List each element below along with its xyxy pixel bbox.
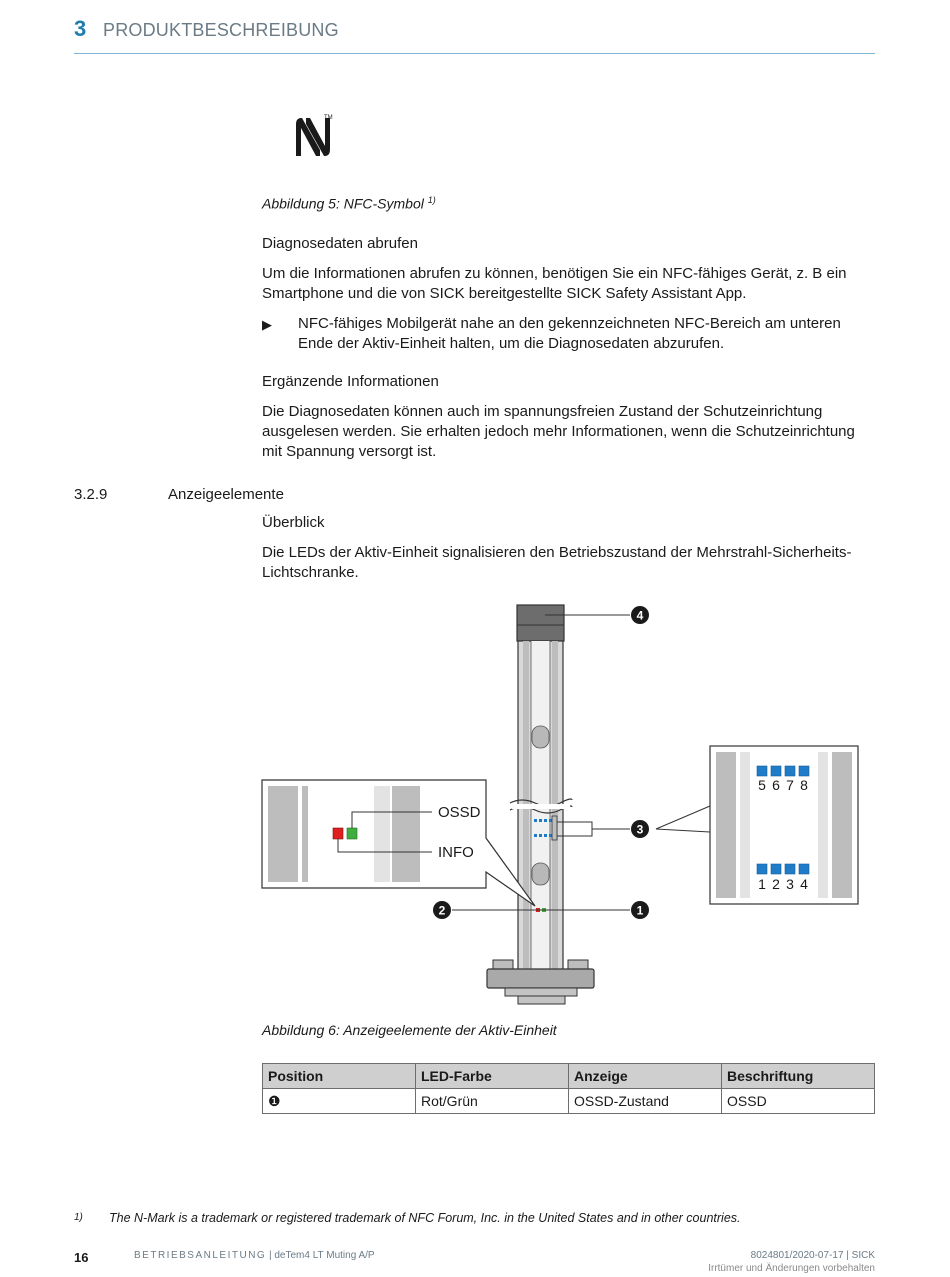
table-cell-beschriftung: OSSD [722, 1089, 875, 1114]
diagnose-heading: Diagnosedaten abrufen [262, 235, 418, 252]
section-title: Anzeigeelemente [168, 486, 284, 503]
led-number-2: 2 [772, 876, 780, 892]
led-number-1: 1 [758, 876, 766, 892]
footer-doc-id: 8024801/2020-07-17 | SICK [750, 1250, 875, 1261]
footer-disclaimer: Irrtümer und Änderungen vorbehalten [708, 1263, 875, 1274]
table-cell-position: ❶ [263, 1089, 416, 1114]
ueberblick-paragraph: Die LEDs der Aktiv-Einheit signalisieren den Betriebszustand der Mehrstrahl-Sicherheits-Lichtschranke. [262, 544, 852, 581]
section-number: 3.2.9 [74, 486, 108, 503]
footer-doc-name: | deTem4 LT Muting A/P [268, 1250, 375, 1261]
table-header-led-farbe: LED-Farbe [416, 1064, 569, 1089]
led-table [262, 1063, 875, 1114]
nfc-figure-caption: Abbildung 5: NFC-Symbol $^{1)}$ [262, 195, 436, 212]
led-number-6: 6 [772, 777, 780, 793]
bullet-arrow-icon: ▶ [262, 317, 272, 332]
table-header-row [263, 1064, 875, 1089]
led-figure-diagram [260, 600, 865, 1015]
table-cell-anzeige: OSSD-Zustand [569, 1089, 722, 1114]
info-led-zoomed [333, 828, 343, 839]
led-number-8: 8 [800, 777, 808, 793]
table-header-position: Position [263, 1064, 416, 1089]
table-row [263, 1089, 875, 1114]
led-number-5: 5 [758, 777, 766, 793]
ergaenzend-heading: Ergänzende Informationen [262, 373, 439, 390]
diagnose-paragraph: Um die Informationen abrufen zu können, benötigen Sie ein NFC-fähiges Gerät, z. B ein Smartphone und die von SICK bereitgestellte SICK Safety Assistant App. [262, 265, 847, 302]
base-plate [487, 969, 594, 988]
footnote-text: The N-Mark is a trademark or registered trademark of NFC Forum, Inc. in the United States and in other countries. [109, 1211, 741, 1225]
footer-doc-type: BETRIEBSANLEITUNG [134, 1250, 267, 1261]
footnote-ref: 1) [427, 195, 436, 205]
nfc-n-mark-icon [292, 110, 334, 164]
table-header-beschriftung: Beschriftung [722, 1064, 875, 1089]
top-cap [517, 605, 564, 641]
ueberblick-heading: Überblick [262, 514, 325, 531]
ossd-label: OSSD [438, 804, 481, 821]
callout-2: 2 [438, 903, 446, 918]
header-divider [74, 53, 875, 54]
page-number: 16 [74, 1250, 89, 1265]
footnote-mark: 1) [74, 1212, 83, 1223]
table-cell-led-farbe: Rot/Grün [416, 1089, 569, 1114]
svg-text:TM: TM [324, 115, 333, 121]
callout-3: 3 [636, 822, 644, 837]
callout-1: 1 [636, 903, 644, 918]
led-number-3: 3 [786, 876, 794, 892]
table-header-anzeige: Anzeige [569, 1064, 722, 1089]
diagnose-bullet-text: NFC-fähiges Mobilgerät nahe an den gekennzeichneten NFC-Bereich am unteren Ende der Aktiv-Einheit halten, um die Diagnosedaten abzurufen. [298, 315, 841, 352]
chapter-number: 3 [74, 16, 87, 41]
led-number-7: 7 [786, 777, 794, 793]
callout-4: 4 [636, 608, 644, 623]
chapter-title: PRODUKTBESCHREIBUNG [103, 20, 339, 40]
footer-document-title [134, 1250, 375, 1261]
ossd-led-zoomed [347, 828, 357, 839]
info-label: INFO [438, 844, 474, 861]
led-figure-caption: Abbildung 6: Anzeigeelemente der Aktiv-Einheit [262, 1022, 557, 1038]
ergaenzend-paragraph: Die Diagnosedaten können auch im spannungsfreien Zustand der Schutzeinrichtung ausgelesen werden. Sie erhalten jedoch mehr Informationen, wenn die Schutzeinrichtung mit Spannung versorgt ist. [262, 403, 855, 460]
led-number-4: 4 [800, 876, 808, 892]
